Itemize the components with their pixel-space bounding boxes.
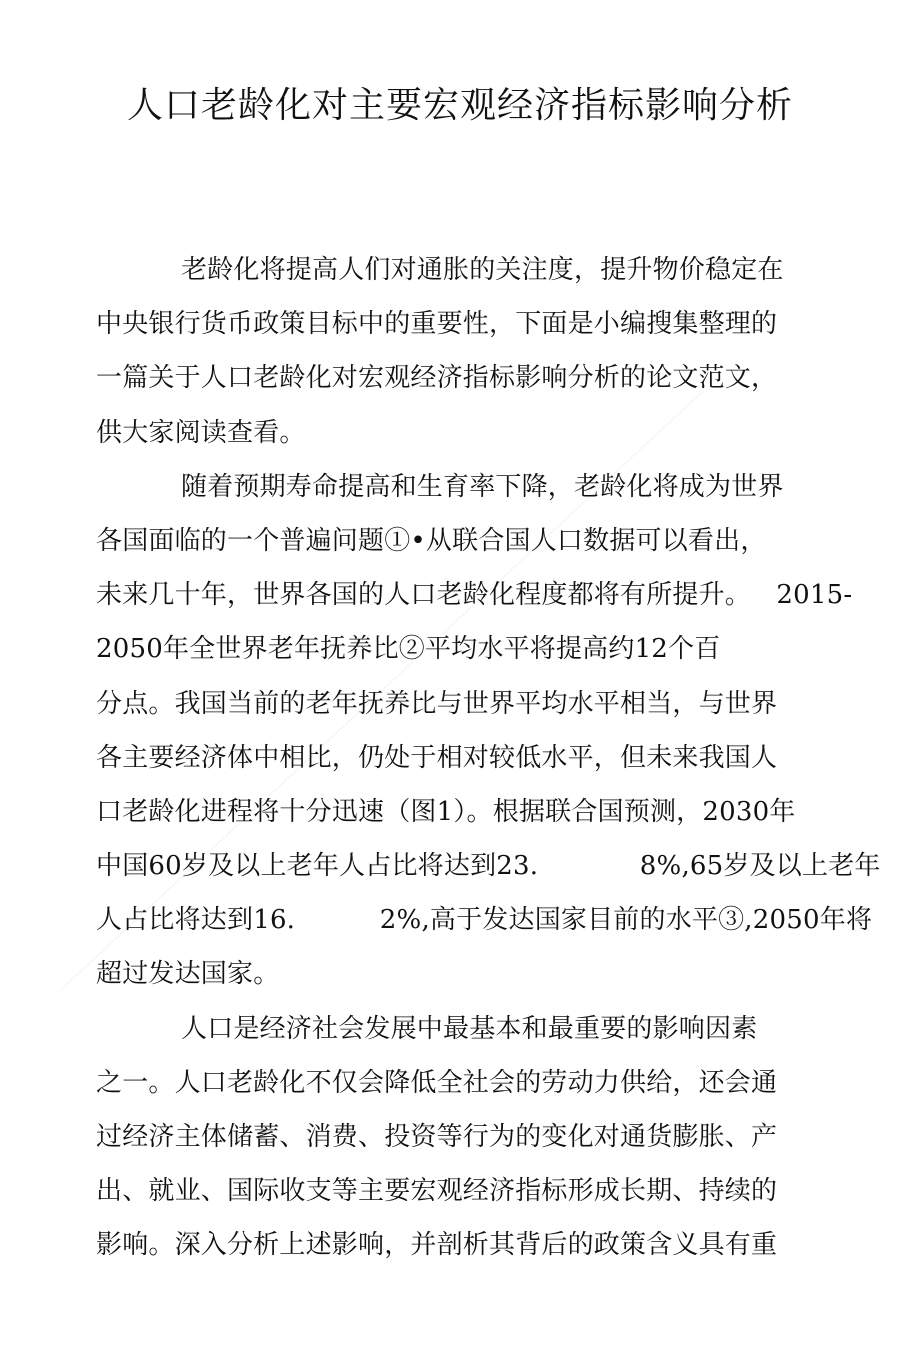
paragraph-line: 分点。我国当前的老年抚养比与世界平均水平相当，与世界 — [96, 688, 778, 719]
paragraph-line: 老龄化将提高人们对通胀的关注度，提升物价稳定在 — [181, 255, 784, 285]
paragraph-line: 影响。深入分析上述影响，并剖析其背后的政策含义具有重 — [96, 1230, 778, 1261]
paragraph-line: 超过发达国家。 — [96, 959, 280, 990]
paragraph-line: 人占比将达到16. 2%,高于发达国家目前的水平③,2050年将 — [96, 905, 873, 936]
paragraph-line: 各主要经济体中相比，仍处于相对较低水平，但未来我国人 — [96, 742, 778, 773]
paragraph-line: 人口是经济社会发展中最基本和最重要的影响因素 — [181, 1013, 758, 1044]
paragraph-line: 中央银行货币政策目标中的重要性，下面是小编搜集整理的 — [96, 309, 778, 340]
paragraph-line: 随着预期寿命提高和生育率下降，老龄化将成为世界 — [181, 471, 784, 502]
paragraph-line: 出、就业、国际收支等主要宏观经济指标形成长期、持续的 — [96, 1176, 778, 1207]
paragraph-line: 各国面临的一个普遍问题①•从联合国人口数据可以看出， — [96, 525, 767, 556]
document-title: 人口老龄化对主要宏观经济指标影响分析 — [126, 85, 793, 126]
paragraph-line: 口老龄化进程将十分迅速（图1）。根据联合国预测，2030年 — [96, 796, 796, 827]
paragraph-line: 之一。人口老龄化不仅会降低全社会的劳动力供给，还会通 — [96, 1067, 778, 1098]
document-body — [96, 243, 881, 1273]
paragraph-line: 过经济主体储蓄、消费、投资等行为的变化对通货膨胀、产 — [96, 1122, 778, 1152]
paragraph-line: 一篇关于人口老龄化对宏观经济指标影响分析的论文范文， — [96, 363, 778, 394]
paragraph-line: 2050年全世界老年抚养比②平均水平将提高约12个百 — [96, 634, 721, 665]
paragraph-line: 供大家阅读查看。 — [96, 417, 306, 448]
paragraph-line: 未来几十年，世界各国的人口老龄化程度都将有所提升。 2015- — [96, 580, 853, 611]
paragraph-line: 中国60岁及以上老年人占比将达到23. 8%,65岁及以上老年 — [96, 851, 881, 882]
